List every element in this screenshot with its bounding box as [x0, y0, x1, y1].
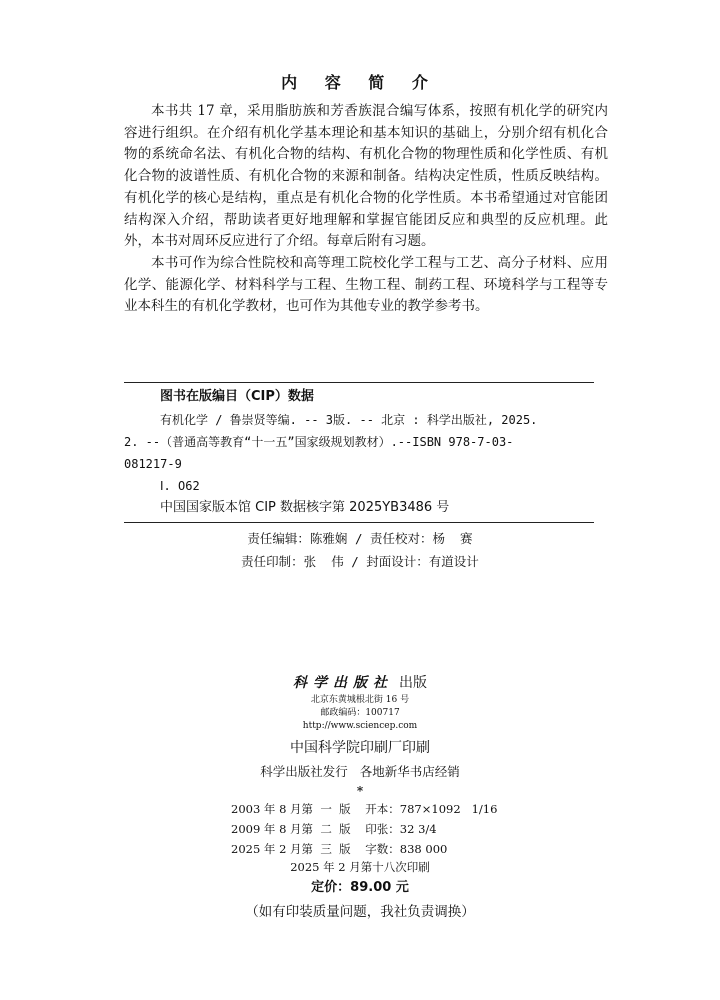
page-title: 内 容 简 介 — [281, 73, 439, 92]
edition-spec: 字数：838 000 — [365, 842, 448, 856]
intro-paragraph-1: 本书共 17 章，采用脂肪族和芳香族混合编写体系，按照有机化学的研究内容进行组织。在介绍有机化学基本理论和基本知识的基础上，分别介绍有机化合物的系统命名法、有机化合物的结构、有机化合物的物理性质和化学性质、有机化合物的波谱性质、有机化合物的来源和制备。结构决定性质，性质反映结构。有机化学的核心是结构，重点是有机化合物的化学性质。本书希望通过对官能团结构深入介绍，帮助读者更好地理解和掌握官能团反应和典型的反应机理。此外，本书对周环反应进行了介绍。每章后附有习题。 — [124, 103, 608, 250]
cip-line-1: 有机化学 / 鲁崇贤等编. -- 3版. -- 北京 : 科学出版社, 2025. — [160, 413, 538, 427]
edition-row — [231, 819, 497, 839]
cip-line-3: 081217-9 — [124, 457, 182, 471]
edition-row — [231, 799, 497, 819]
intro-section — [124, 101, 608, 318]
edition-spec: 印张：32 3/4 — [365, 822, 437, 836]
cip-record — [124, 409, 594, 497]
publisher-suffix: 出版 — [399, 675, 427, 691]
cip-approval-number: 中国国家版本馆 CIP 数据核字第 2025YB3486 号 — [160, 500, 450, 515]
cip-block — [124, 382, 594, 523]
edition-table — [231, 799, 497, 859]
intro-paragraph-2: 本书可作为综合性院校和高等理工院校化学工程与工艺、高分子材料、应用化学、能源化学、材料科学与工程、生物工程、制药工程、环境科学与工程等专业本科生的有机化学教材，也可作为其他专业的教学参考书。 — [124, 254, 608, 315]
edition-date: 2009 年 8 月第 二 版 — [231, 822, 351, 836]
credits-editors: 责任编辑：陈雅娴 / 责任校对：杨 赛 — [247, 531, 473, 546]
separator-star: * — [356, 784, 364, 798]
publisher-block — [0, 672, 720, 799]
edition-spec: 开本：787×1092 1/16 — [365, 802, 498, 816]
print-count: 2025 年 2 月第十八次印刷 — [290, 860, 430, 874]
cip-title: 图书在版编目（CIP）数据 — [160, 389, 314, 404]
price: 定价：89.00 元 — [311, 880, 409, 895]
cip-line-2: 2. --（普通高等教育“十一五”国家级规划教材）.--ISBN 978-7-03- — [124, 435, 514, 449]
distribution: 科学出版社发行 各地新华书店经销 — [260, 764, 460, 779]
publisher-logo: 科学出版社 — [293, 675, 393, 691]
publisher-website: http://www.sciencep.com — [302, 721, 418, 731]
publisher-line — [0, 672, 720, 694]
publisher-postcode: 邮政编码：100717 — [320, 708, 400, 718]
publisher-address: 北京东黄城根北街 16 号 — [310, 695, 410, 705]
edition-date: 2003 年 8 月第 一 版 — [231, 802, 351, 816]
credits-production: 责任印制：张 伟 / 封面设计：有道设计 — [241, 554, 479, 569]
quality-note: （如有印装质量问题，我社负责调换） — [245, 904, 475, 920]
edition-row — [231, 839, 497, 859]
cip-classification: Ⅰ. O62 — [160, 479, 200, 493]
printer: 中国科学院印刷厂印刷 — [290, 740, 430, 756]
edition-date: 2025 年 2 月第 三 版 — [231, 842, 351, 856]
credits — [0, 527, 720, 573]
